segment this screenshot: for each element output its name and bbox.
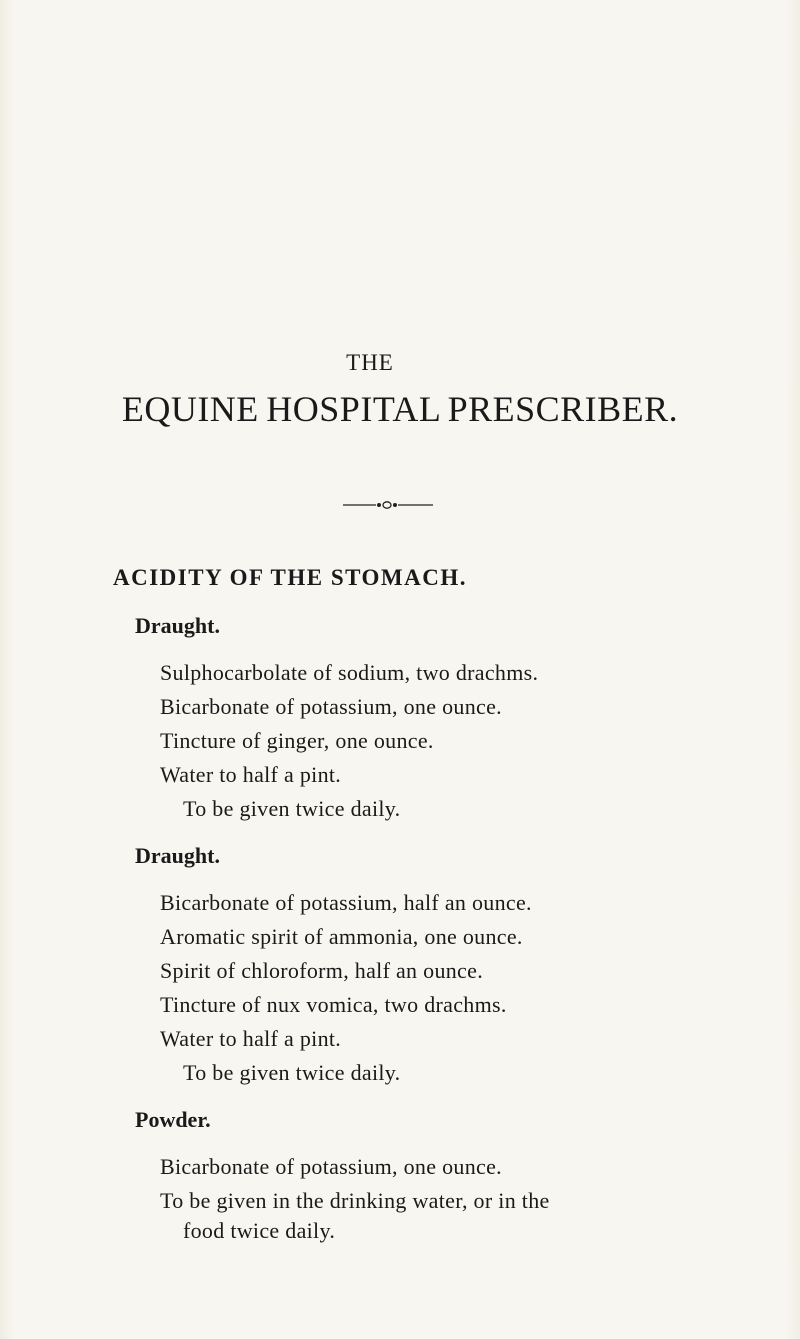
direction-line: food twice daily. <box>183 1218 336 1243</box>
ingredient-line: Bicarbonate of potassium, one ounce. <box>160 1154 502 1179</box>
ingredient-line: Tincture of nux vomica, two drachms. <box>160 992 507 1017</box>
direction-line: To be given in the drinking water, or in the <box>160 1188 550 1213</box>
ingredient-line: Bicarbonate of potassium, one ounce. <box>160 694 502 719</box>
prescription-heading: Draught. <box>135 843 220 868</box>
ingredient-line: Aromatic spirit of ammonia, one ounce. <box>160 924 523 949</box>
ingredient-line: Bicarbonate of potassium, half an ounce. <box>160 890 532 915</box>
ingredient-line: Sulphocarbolate of sodium, two drachms. <box>160 660 539 685</box>
ingredient-line: Water to half a pint. <box>160 762 342 787</box>
ingredient-line: Tincture of ginger, one ounce. <box>160 728 434 753</box>
title-kicker: THE <box>346 350 394 375</box>
page-title: EQUINE HOSPITAL PRESCRIBER. <box>121 389 679 429</box>
prescription-heading: Powder. <box>135 1107 211 1132</box>
section-title: ACIDITY OF THE STOMACH. <box>113 565 467 590</box>
prescription-heading: Draught. <box>135 613 220 638</box>
rule-ornament-icon <box>343 499 433 511</box>
direction-line: To be given twice daily. <box>183 1060 401 1085</box>
ingredient-line: Water to half a pint. <box>160 1026 342 1051</box>
direction-line: To be given twice daily. <box>183 796 401 821</box>
ingredient-line: Spirit of chloroform, half an ounce. <box>160 958 483 983</box>
